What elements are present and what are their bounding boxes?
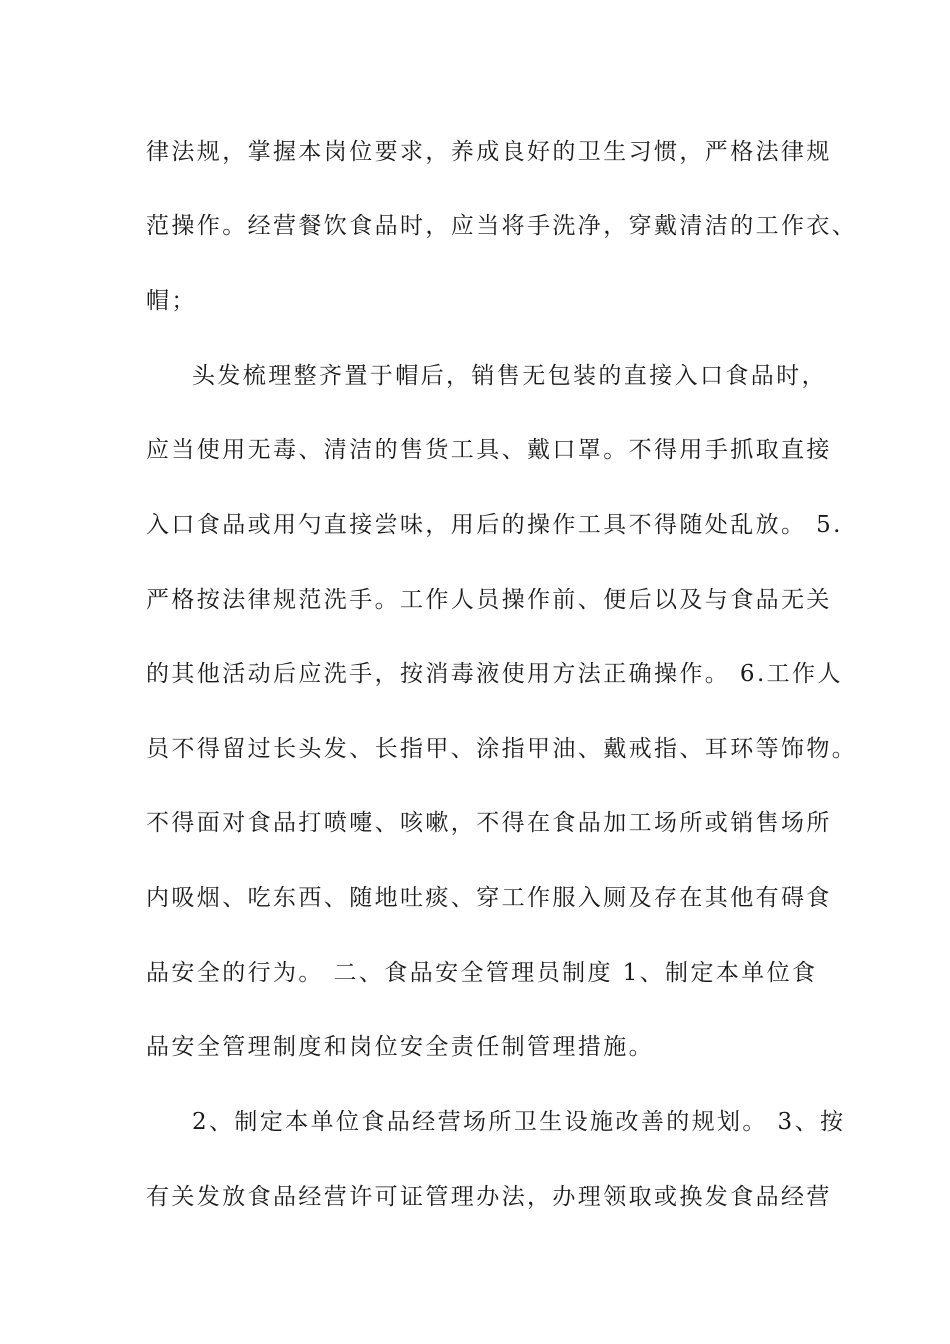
text-line-15: 有关发放食品经营许可证管理办法，办理领取或换发食品经营 bbox=[146, 1184, 832, 1210]
text-line-2: 范操作。经营餐饮食品时，应当将手洗净，穿戴清洁的工作衣、 bbox=[146, 213, 858, 239]
text-line-5: 应当使用无毒、清洁的售货工具、戴口罩。不得用手抓取直接 bbox=[146, 437, 832, 463]
text-line-4: 头发梳理整齐置于帽后，销售无包装的直接入口食品时， bbox=[192, 363, 827, 389]
text-line-8: 的其他活动后应洗手，按消毒液使用方法正确操作。 6.工作人 bbox=[146, 661, 843, 687]
text-line-1: 律法规，掌握本岗位要求，养成良好的卫生习惯，严格法律规 bbox=[146, 139, 832, 165]
text-line-13: 品安全管理制度和岗位安全责任制管理措施。 bbox=[146, 1034, 654, 1060]
text-line-14: 2、制定本单位食品经营场所卫生设施改善的规划。 3、按 bbox=[192, 1109, 846, 1135]
text-line-3: 帽； bbox=[146, 288, 197, 314]
text-line-10: 不得面对食品打喷嚏、咳嗽，不得在食品加工场所或销售场所 bbox=[146, 810, 832, 836]
text-line-12: 品安全的行为。 二、食品安全管理员制度 1、制定本单位食 bbox=[146, 960, 818, 986]
text-line-11: 内吸烟、吃东西、随地吐痰、穿工作服入厕及存在其他有碍食 bbox=[146, 885, 832, 911]
text-line-6: 入口食品或用勺直接尝味，用后的操作工具不得随处乱放。 5. bbox=[146, 512, 843, 538]
text-line-7: 严格按法律规范洗手。工作人员操作前、便后以及与食品无关 bbox=[146, 587, 832, 613]
text-line-9: 员不得留过长头发、长指甲、涂指甲油、戴戒指、耳环等饰物。 bbox=[146, 736, 858, 762]
